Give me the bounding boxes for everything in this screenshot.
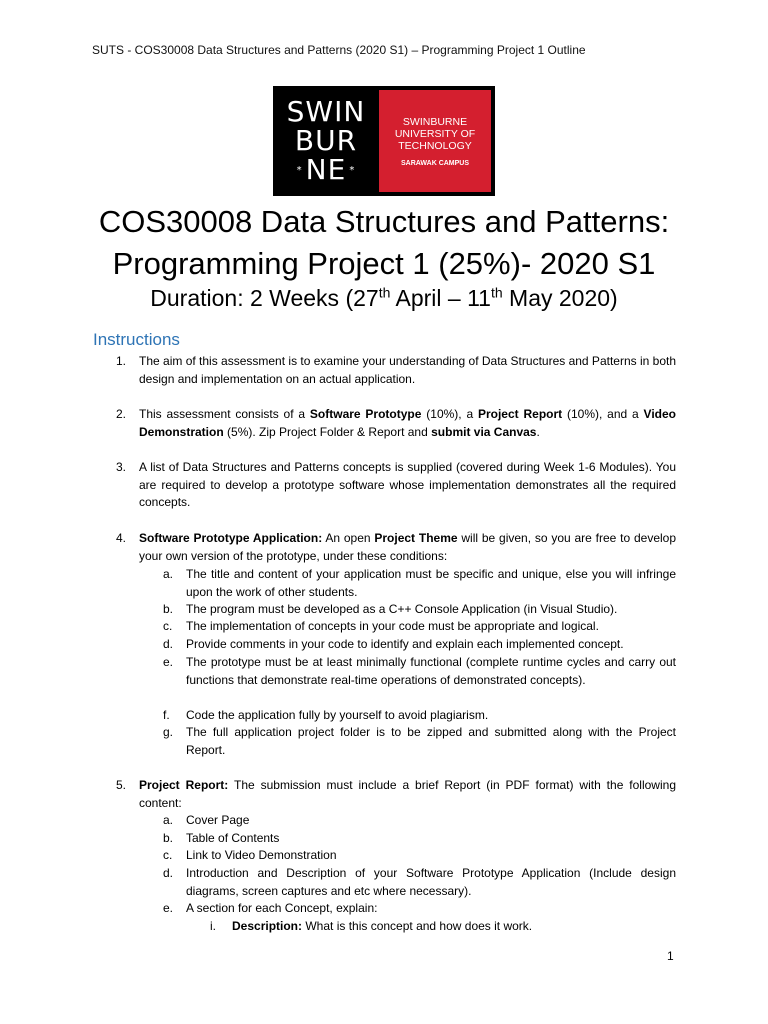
logo-line-3: * NE * xyxy=(296,152,356,186)
star-icon: * xyxy=(296,165,303,177)
duration-subtitle: Duration: 2 Weeks (27th April – 11th May 2020) xyxy=(150,284,618,311)
swinburne-logo xyxy=(273,86,495,196)
item-number: 4. xyxy=(116,531,127,545)
logo-name-line-3: TECHNOLOGY xyxy=(398,139,472,152)
item-text: A list of Data Structures and Patterns concepts is supplied (covered during Week 1-6 Modules). You are required to develop a prototype software whose implementation demonstrates all the required concepts. xyxy=(139,460,676,510)
item-text: Project Report: The submission must include a brief Report (in PDF format) with the following content: xyxy=(139,778,676,810)
running-header: SUTS - COS30008 Data Structures and Patterns (2020 S1) – Programming Project 1 Outline xyxy=(92,43,586,57)
logo-red-panel xyxy=(379,90,491,192)
document-title-line-1: COS30008 Data Structures and Patterns: xyxy=(98,204,670,239)
item-number: 1. xyxy=(116,354,127,368)
logo-name-line-1: SWINBURNE xyxy=(402,115,468,128)
logo-name-line-2: UNIVERSITY OF xyxy=(394,127,476,140)
instructions-heading: Instructions xyxy=(93,330,180,349)
logo-line-2: BUR xyxy=(294,123,358,157)
item-number: 2. xyxy=(116,407,127,421)
item-number: 5. xyxy=(116,778,127,792)
item-number: 3. xyxy=(116,460,127,474)
item-text: The aim of this assessment is to examine your understanding of Data Structures and Patterns in both design and implementation on an actual application. xyxy=(139,354,676,386)
logo-wordmark xyxy=(273,86,379,196)
item-text: This assessment consists of a Software Prototype (10%), a Project Report (10%), and a Video Demonstration (5%). Zip Project Folder & Report and submit via Canvas. xyxy=(139,407,677,439)
logo-campus: SARAWAK CAMPUS xyxy=(400,159,470,167)
document-title-line-2: Programming Project 1 (25%)- 2020 S1 xyxy=(112,246,656,281)
item-text: Software Prototype Application: An open Project Theme will be given, so you are free to develop your own version of the prototype, under these conditions: xyxy=(139,531,677,563)
page-number: 1 xyxy=(667,949,674,963)
logo-line-1: SWIN xyxy=(286,94,366,128)
star-icon: * xyxy=(349,165,356,177)
